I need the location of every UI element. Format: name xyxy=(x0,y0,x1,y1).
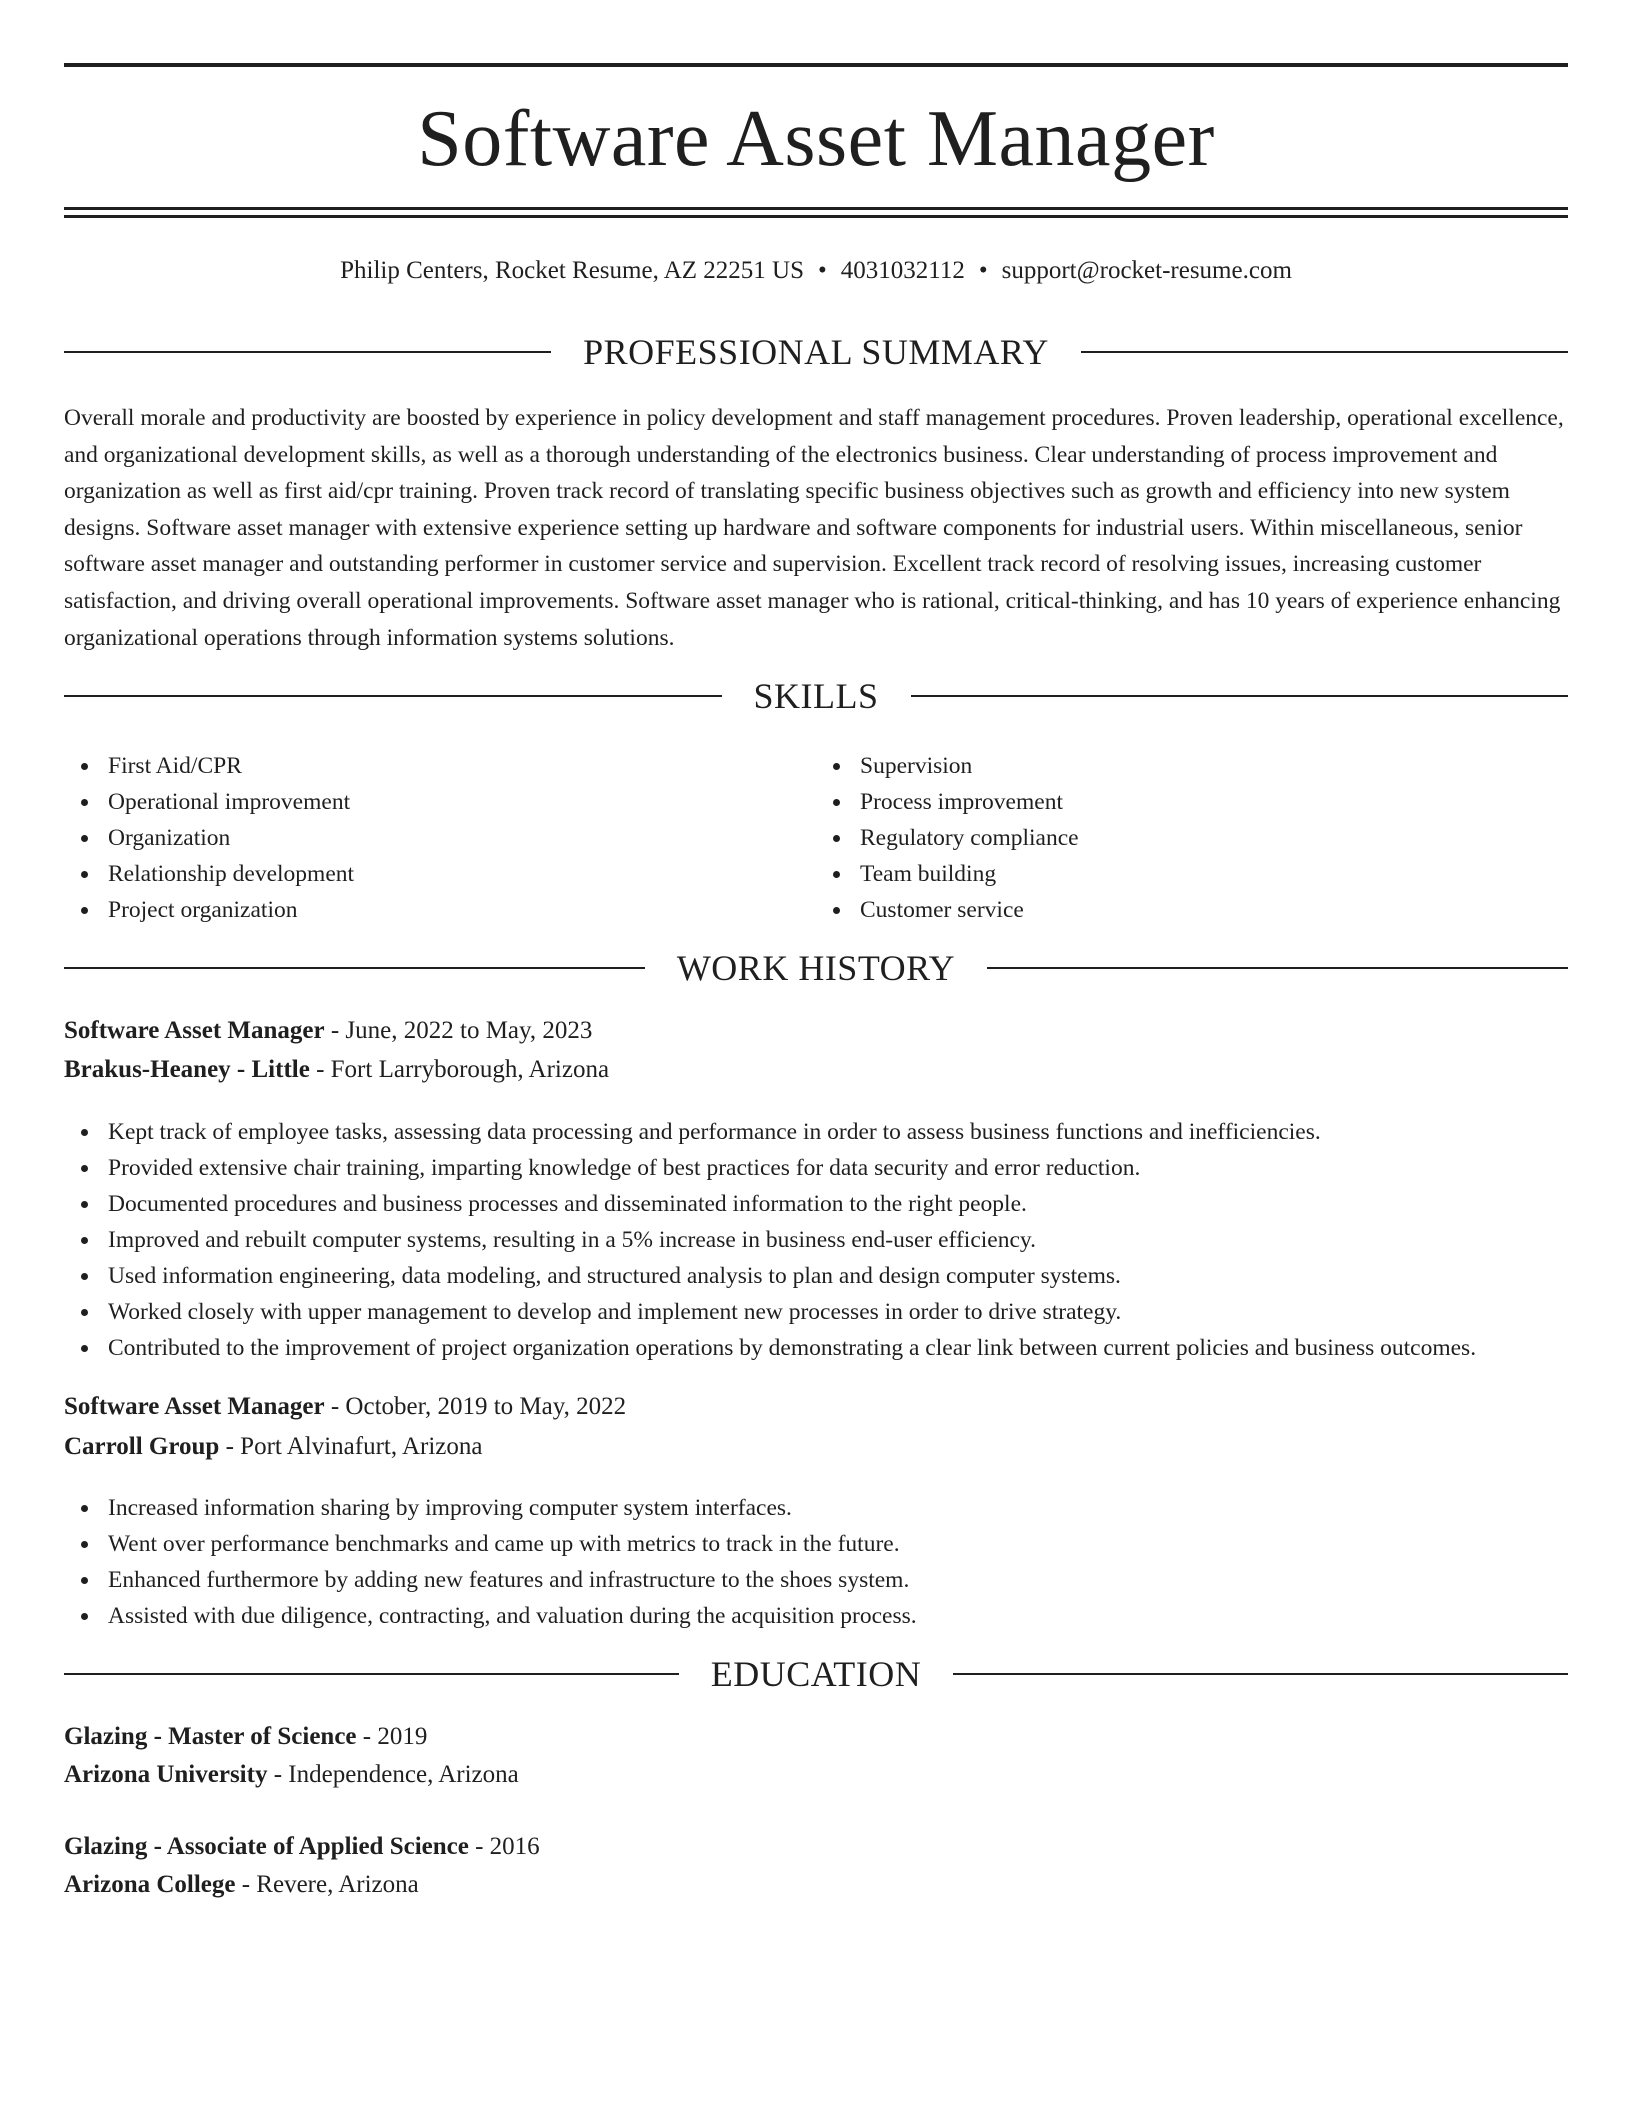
work-heading-row xyxy=(64,946,1568,990)
work-heading: WORK HISTORY xyxy=(676,948,956,988)
job-bullet: Worked closely with upper management to develop and implement new processes in order to drive strategy. xyxy=(108,1294,1592,1330)
skill-item: Project organization xyxy=(108,892,816,928)
job-bullet: Enhanced furthermore by adding new features and infrastructure to the shoes system. xyxy=(108,1562,1592,1598)
skill-item: Regulatory compliance xyxy=(860,820,1568,856)
skill-item: Process improvement xyxy=(860,784,1568,820)
skills-column-left xyxy=(64,748,816,928)
job-bullet: Went over performance benchmarks and came up with metrics to track in the future. xyxy=(108,1526,1592,1562)
education-location: - Revere, Arizona xyxy=(235,1871,419,1898)
contact-line xyxy=(64,256,1568,286)
skill-item: Relationship development xyxy=(108,856,816,892)
job-title: Software Asset Manager xyxy=(64,1017,325,1044)
job-company: Brakus-Heaney - Little xyxy=(64,1056,310,1083)
education-year: - 2016 xyxy=(468,1833,540,1860)
job-bullet: Provided extensive chair training, imparting knowledge of best practices for data security and error reduction. xyxy=(108,1150,1592,1186)
heading-rule-left xyxy=(64,351,551,353)
summary-heading: PROFESSIONAL SUMMARY xyxy=(583,332,1049,372)
top-rule xyxy=(64,63,1568,67)
job-title: Software Asset Manager xyxy=(64,1393,325,1420)
skills-heading-row xyxy=(64,674,1568,718)
education-location: - Independence, Arizona xyxy=(267,1761,519,1788)
contact-separator: • xyxy=(817,257,827,284)
education-heading: EDUCATION xyxy=(710,1654,922,1694)
job-dates: - October, 2019 to May, 2022 xyxy=(324,1393,627,1420)
heading-rule-left xyxy=(64,967,645,969)
job-bullet: Improved and rebuilt computer systems, resulting in a 5% increase in business end-user efficiency. xyxy=(108,1222,1592,1258)
job-dates: - June, 2022 to May, 2023 xyxy=(324,1017,593,1044)
skill-item: First Aid/CPR xyxy=(108,748,816,784)
job-location: - Fort Larryborough, Arizona xyxy=(309,1056,610,1083)
summary-heading-row xyxy=(64,330,1568,374)
contact-email: support@rocket-resume.com xyxy=(1001,257,1292,284)
job-company-line xyxy=(64,1432,1568,1462)
job-bullets xyxy=(64,1490,1592,1634)
job-company-line xyxy=(64,1055,1568,1085)
heading-rule-left xyxy=(64,695,722,697)
title-double-rule xyxy=(64,207,1568,218)
education-degree: Glazing - Associate of Applied Science xyxy=(64,1833,469,1860)
contact-address: Philip Centers, Rocket Resume, AZ 22251 US xyxy=(340,257,804,284)
job-title-line xyxy=(64,1016,1568,1046)
job-title-line xyxy=(64,1392,1568,1422)
skill-item: Organization xyxy=(108,820,816,856)
education-school: Arizona University xyxy=(64,1761,268,1788)
education-degree-line xyxy=(64,1832,1568,1862)
education-school: Arizona College xyxy=(64,1871,236,1898)
skill-item: Customer service xyxy=(860,892,1568,928)
resume-title: Software Asset Manager xyxy=(417,95,1215,183)
skills-list xyxy=(64,748,1568,928)
job-bullet: Kept track of employee tasks, assessing data processing and performance in order to assess business functions and inefficiencies. xyxy=(108,1114,1592,1150)
education-degree-line xyxy=(64,1722,1568,1752)
job-bullet: Used information engineering, data modeling, and structured analysis to plan and design computer systems. xyxy=(108,1258,1592,1294)
contact-phone: 4031032112 xyxy=(840,257,965,284)
skill-item: Supervision xyxy=(860,748,1568,784)
skill-item: Operational improvement xyxy=(108,784,816,820)
job-location: - Port Alvinafurt, Arizona xyxy=(219,1433,483,1460)
heading-rule-left xyxy=(64,1673,679,1675)
contact-separator: • xyxy=(978,257,988,284)
heading-rule-right xyxy=(911,695,1569,697)
skill-item: Team building xyxy=(860,856,1568,892)
job-bullet: Contributed to the improvement of project organization operations by demonstrating a clear link between current policies and business outcomes. xyxy=(108,1330,1592,1366)
job-company: Carroll Group xyxy=(64,1433,220,1460)
job-bullet: Increased information sharing by improving computer system interfaces. xyxy=(108,1490,1592,1526)
education-year: - 2019 xyxy=(356,1723,428,1750)
job-bullet: Documented procedures and business processes and disseminated information to the right people. xyxy=(108,1186,1592,1222)
skills-column-right xyxy=(816,748,1568,928)
education-school-line xyxy=(64,1760,1568,1790)
heading-rule-right xyxy=(1081,351,1568,353)
skills-heading: SKILLS xyxy=(753,676,879,716)
education-degree: Glazing - Master of Science xyxy=(64,1723,357,1750)
heading-rule-right xyxy=(953,1673,1568,1675)
job-bullet: Assisted with due diligence, contracting, and valuation during the acquisition process. xyxy=(108,1598,1592,1634)
heading-rule-right xyxy=(987,967,1568,969)
education-school-line xyxy=(64,1870,1568,1900)
summary-text: Overall morale and productivity are boosted by experience in policy development and staff management procedures. Proven leadership, operational excellence, and organizational development skills, as well as a thorough understanding of the electronics business. Clear understanding of process improvement and organization as well as first aid/cpr training. Proven track record of translating specific business objectives such as growth and efficiency into new system designs. Software asset manager with extensive experience setting up hardware and software components for industrial users. Within miscellaneous, senior software asset manager and outstanding performer in customer service and supervision. Excellent track record of resolving issues, increasing customer satisfaction, and driving overall operational improvements. Software asset manager who is rational, critical-thinking, and has 10 years of experience enhancing organizational operations through information systems solutions. xyxy=(64,405,1564,651)
education-heading-row xyxy=(64,1652,1568,1696)
job-bullets xyxy=(64,1114,1592,1366)
